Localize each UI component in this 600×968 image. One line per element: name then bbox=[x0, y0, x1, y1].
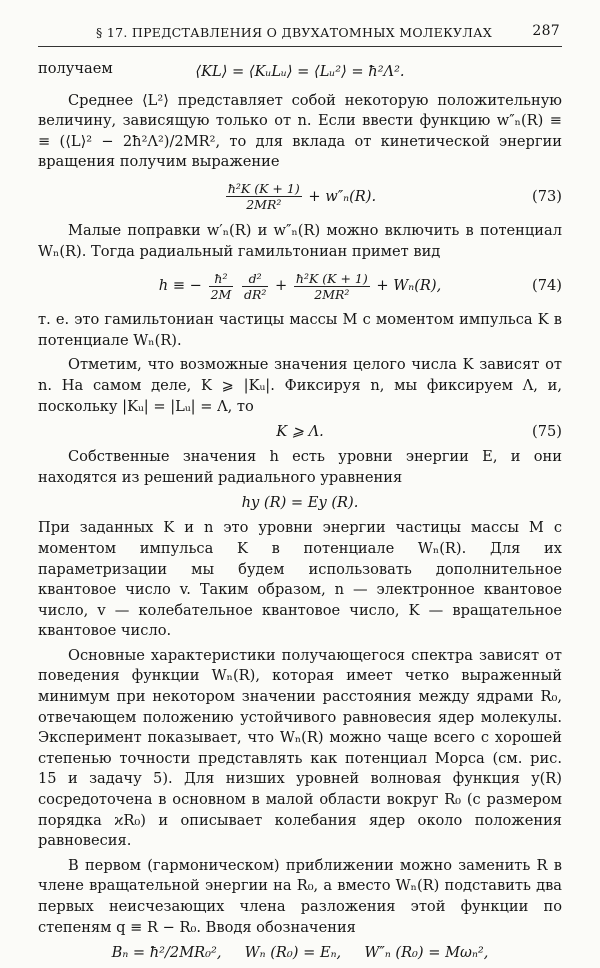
section-title: § 17. ПРЕДСТАВЛЕНИЯ О ДВУХАТОМНЫХ МОЛЕКУЛАХ bbox=[96, 25, 493, 40]
equation-75: K ⩾ Λ. (75) bbox=[38, 420, 562, 444]
text-body bbox=[38, 59, 562, 965]
equation-kl: ⟨KL⟩ = ⟨KᵤLᵤ⟩ = ⟨Lᵤ²⟩ = ħ²Λ². bbox=[195, 62, 405, 80]
book-page bbox=[38, 20, 562, 968]
paragraph-6: При заданных K и n это уровни энергии частицы массы M с моментом импульса K в потенциале Wₙ(R). Для их параметризации мы будем использовать дополнительное квантовое число v. Таким образом, n — электронное квантовое число, v — колебательное квантовое число, K — вращательное квантовое число. bbox=[38, 519, 562, 640]
equation-number-74: (74) bbox=[532, 277, 562, 295]
equation-number-73: (73) bbox=[532, 187, 562, 205]
paragraph-5: Собственные значения h есть уровни энергии E, и они находятся из решений радиального уравнения bbox=[38, 448, 562, 486]
equation-notation: Bₙ = ħ²/2MR₀², Wₙ (R₀) = Eₙ, W″ₙ (R₀) = Mωₙ², bbox=[111, 944, 489, 962]
paragraph-7: Основные характеристики получающегося спектра зависят от поведения функции Wₙ(R), которая имеет четко выраженный минимум при некотором значении расстояния между ядрами R₀, отвечающем положению устойчивого равновесия ядер молекулы. Эксперимент показывает, что Wₙ(R) можно чаще всего с хорошей степенью точности представлять как потенциал Морса (см. рис. 15 и задачу 5). Для низших уровней волновая функция y(R) сосредоточена в основном в малой области вокруг R₀ (с размером порядка ϰR₀) и описывает колебания ядер около положения равновесия. bbox=[38, 646, 562, 850]
lead-word: получаем bbox=[38, 60, 113, 77]
page-number: 287 bbox=[532, 23, 560, 39]
equation-number-75: (75) bbox=[532, 423, 562, 441]
paragraph-8: В первом (гармоническом) приближении можно заменить R в члене вращательной энергии на R₀, а вместо Wₙ(R) подставить два первых неисчезающих члена разложения этой функции по степеням q ≡ R − R₀. Вводя обозначения bbox=[38, 856, 562, 936]
paragraph-4: Отметим, что возможные значения целого числа K зависят от n. На самом деле, K ⩾ |Kᵤ|. Фиксируя n, мы фиксируем Λ, и, поскольку |Kᵤ| = |Lᵤ| = Λ, то bbox=[38, 356, 562, 415]
equation-radial: hy (R) = Ey (R). bbox=[241, 494, 359, 512]
equation-74: h ≡ − $\frac{\text{ħ²}}{2M}$ $\frac{\text{d²}}{\text{dR²}}$ + $\frac{\text{ħ²K (K + 1)}}{\text{2MR²}}$ + Wₙ(R), (74) bbox=[38, 265, 562, 307]
equation-73: $\frac{\text{ħ²K (K + 1)}}{\text{2MR²}}$ + w″ₙ(R). (73) bbox=[38, 176, 562, 218]
paragraph-1: Среднее ⟨L²⟩ представляет собой некоторую положительную величину, зависящую только от n. Если ввести функцию w″ₙ(R) ≡ ≡ (⟨L⟩² − 2ħ²Λ²)/2MR², то для вклада от кинетической энергии вращения получим выражение bbox=[38, 91, 562, 171]
paragraph-3: т. е. это гамильтониан частицы массы M с моментом импульса K в потенциале Wₙ(R). bbox=[38, 311, 562, 349]
paragraph-2: Малые поправки w′ₙ(R) и w″ₙ(R) можно включить в потенциал Wₙ(R). Тогда радиальный гамильтониан примет вид bbox=[38, 221, 562, 260]
running-header bbox=[38, 20, 562, 47]
